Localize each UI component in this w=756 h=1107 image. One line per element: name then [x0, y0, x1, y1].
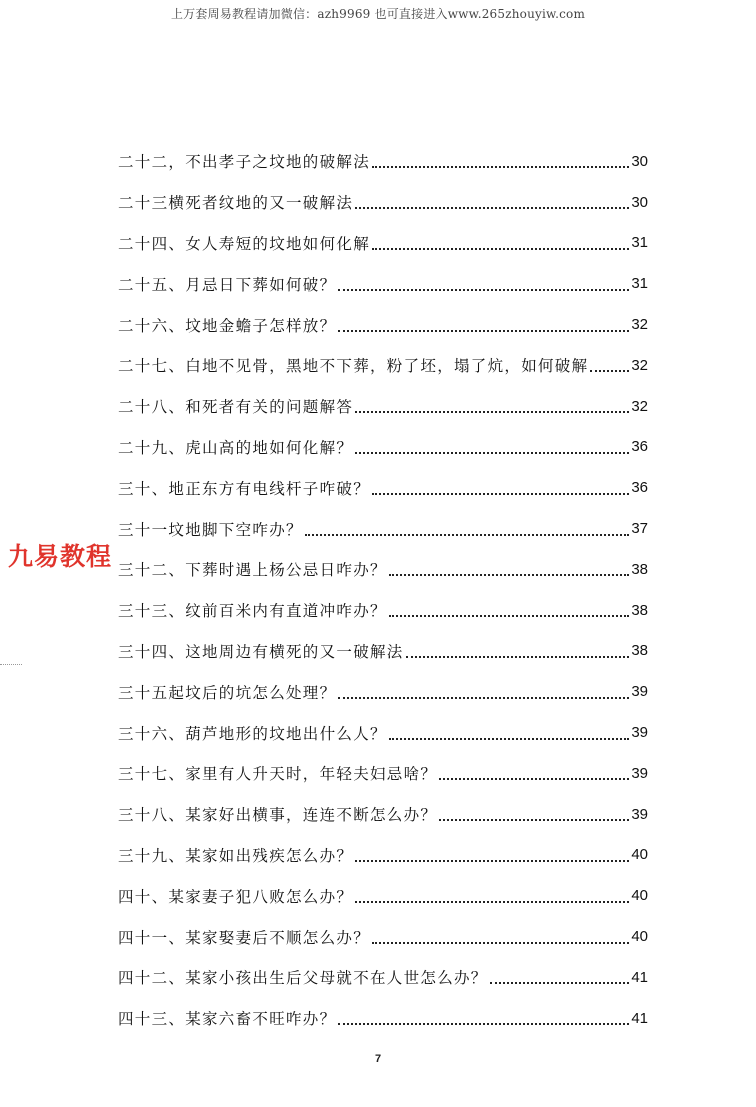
scan-artifact-mark	[0, 664, 22, 665]
toc-entry-title: 三十三、纹前百米内有直道冲咋办？	[118, 599, 387, 621]
toc-entry-page: 41	[631, 1009, 648, 1027]
toc-entry-page: 30	[631, 152, 648, 170]
toc-dot-leader	[590, 370, 629, 372]
toc-entry-title: 二十五、月忌日下葬如何破？	[118, 273, 336, 295]
toc-entry[interactable]	[118, 467, 648, 508]
toc-entry-title: 三十一坟地脚下空咋办？	[118, 518, 303, 540]
toc-entry-title: 二十七、白地不见骨，黑地不下葬，粉了坯，塌了炕，如何破解	[118, 354, 588, 376]
toc-dot-leader	[490, 982, 630, 984]
toc-entry[interactable]	[118, 304, 648, 345]
toc-dot-leader	[439, 778, 629, 780]
toc-entry[interactable]	[118, 712, 648, 753]
toc-entry[interactable]	[118, 549, 648, 590]
toc-entry[interactable]	[118, 182, 648, 223]
toc-entry[interactable]	[118, 835, 648, 876]
toc-entry-page: 36	[631, 438, 648, 456]
toc-entry[interactable]	[118, 590, 648, 631]
toc-dot-leader	[372, 493, 629, 495]
toc-entry-title: 四十一、某家娶妻后不顺怎么办？	[118, 926, 370, 948]
toc-entry-page: 31	[631, 234, 648, 252]
toc-entry[interactable]	[118, 223, 648, 264]
toc-entry[interactable]	[118, 998, 648, 1039]
toc-entry[interactable]	[118, 753, 648, 794]
toc-dot-leader	[338, 697, 629, 699]
toc-dot-leader	[439, 819, 629, 821]
toc-entry-title: 四十二、某家小孩出生后父母就不在人世怎么办？	[118, 966, 488, 988]
toc-entry-page: 39	[631, 683, 648, 701]
toc-entry[interactable]	[118, 631, 648, 672]
toc-entry-page: 38	[631, 560, 648, 578]
toc-entry-title: 二十九、虎山高的地如何化解？	[118, 436, 353, 458]
toc-dot-leader	[372, 942, 629, 944]
toc-entry-page: 40	[631, 846, 648, 864]
toc-entry-page: 32	[631, 356, 648, 374]
toc-entry[interactable]	[118, 957, 648, 998]
toc-dot-leader	[355, 452, 629, 454]
toc-entry[interactable]	[118, 263, 648, 304]
toc-entry-title: 三十五起坟后的坑怎么处理？	[118, 681, 336, 703]
toc-entry-page: 32	[631, 316, 648, 334]
toc-dot-leader	[372, 248, 629, 250]
toc-entry[interactable]	[118, 794, 648, 835]
toc-entry-title: 二十八、和死者有关的问题解答	[118, 395, 353, 417]
toc-entry[interactable]	[118, 875, 648, 916]
toc-dot-leader	[389, 574, 630, 576]
toc-entry[interactable]	[118, 386, 648, 427]
toc-entry-page: 30	[631, 193, 648, 211]
toc-dot-leader	[389, 738, 630, 740]
toc-dot-leader	[355, 411, 629, 413]
toc-entry-page: 31	[631, 275, 648, 293]
toc-dot-leader	[355, 207, 629, 209]
toc-entry-title: 二十四、女人寿短的坟地如何化解	[118, 232, 370, 254]
toc-entry-page: 36	[631, 479, 648, 497]
toc-entry[interactable]	[118, 916, 648, 957]
toc-entry[interactable]	[118, 427, 648, 468]
toc-entry-title: 二十二，不出孝子之坟地的破解法	[118, 150, 370, 172]
toc-entry-title: 三十、地正东方有电线杆子咋破？	[118, 477, 370, 499]
toc-entry-page: 39	[631, 805, 648, 823]
toc-entry-page: 40	[631, 887, 648, 905]
toc-dot-leader	[338, 330, 629, 332]
toc-entry-title: 二十三横死者纹地的又一破解法	[118, 191, 353, 213]
toc-entry-page: 39	[631, 764, 648, 782]
toc-entry[interactable]	[118, 508, 648, 549]
toc-entry-page: 37	[631, 520, 648, 538]
toc-dot-leader	[305, 534, 630, 536]
toc-entry-title: 三十四、这地周边有横死的又一破解法	[118, 640, 404, 662]
toc-entry[interactable]	[118, 345, 648, 386]
toc-dot-leader	[355, 860, 629, 862]
toc-entry-page: 39	[631, 724, 648, 742]
page-number: 7	[374, 1053, 382, 1065]
toc-entry-page: 40	[631, 928, 648, 946]
toc-entry-title: 四十、某家妻子犯八败怎么办？	[118, 885, 353, 907]
toc-entry[interactable]	[118, 671, 648, 712]
toc-entry-title: 四十三、某家六畜不旺咋办？	[118, 1007, 336, 1029]
toc-dot-leader	[389, 615, 630, 617]
toc-entry-page: 38	[631, 642, 648, 660]
toc-dot-leader	[338, 1023, 629, 1025]
toc-entry-title: 三十八、某家好出横事，连连不断怎么办？	[118, 803, 437, 825]
toc-entry-title: 三十七、家里有人升天时，年轻夫妇忌啥？	[118, 762, 437, 784]
toc-entry-title: 三十二、下葬时遇上杨公忌日咋办？	[118, 558, 387, 580]
toc-entry-page: 38	[631, 601, 648, 619]
toc-entry[interactable]	[118, 141, 648, 182]
watermark-logo: 九易教程	[8, 542, 113, 571]
toc-entry-title: 二十六、坟地金蟾子怎样放？	[118, 314, 336, 336]
header-banner: 上万套周易教程请加微信：azh9969 也可直接进入www.265zhouyiw.com	[170, 7, 586, 21]
toc-dot-leader	[355, 901, 629, 903]
toc-entry-title: 三十九、某家如出残疾怎么办？	[118, 844, 353, 866]
toc-dot-leader	[338, 289, 629, 291]
toc-entry-page: 32	[631, 397, 648, 415]
toc-entry-title: 三十六、葫芦地形的坟地出什么人？	[118, 722, 387, 744]
toc-dot-leader	[372, 166, 629, 168]
toc-dot-leader	[406, 656, 630, 658]
toc-entry-page: 41	[631, 968, 648, 986]
table-of-contents	[118, 141, 648, 1039]
